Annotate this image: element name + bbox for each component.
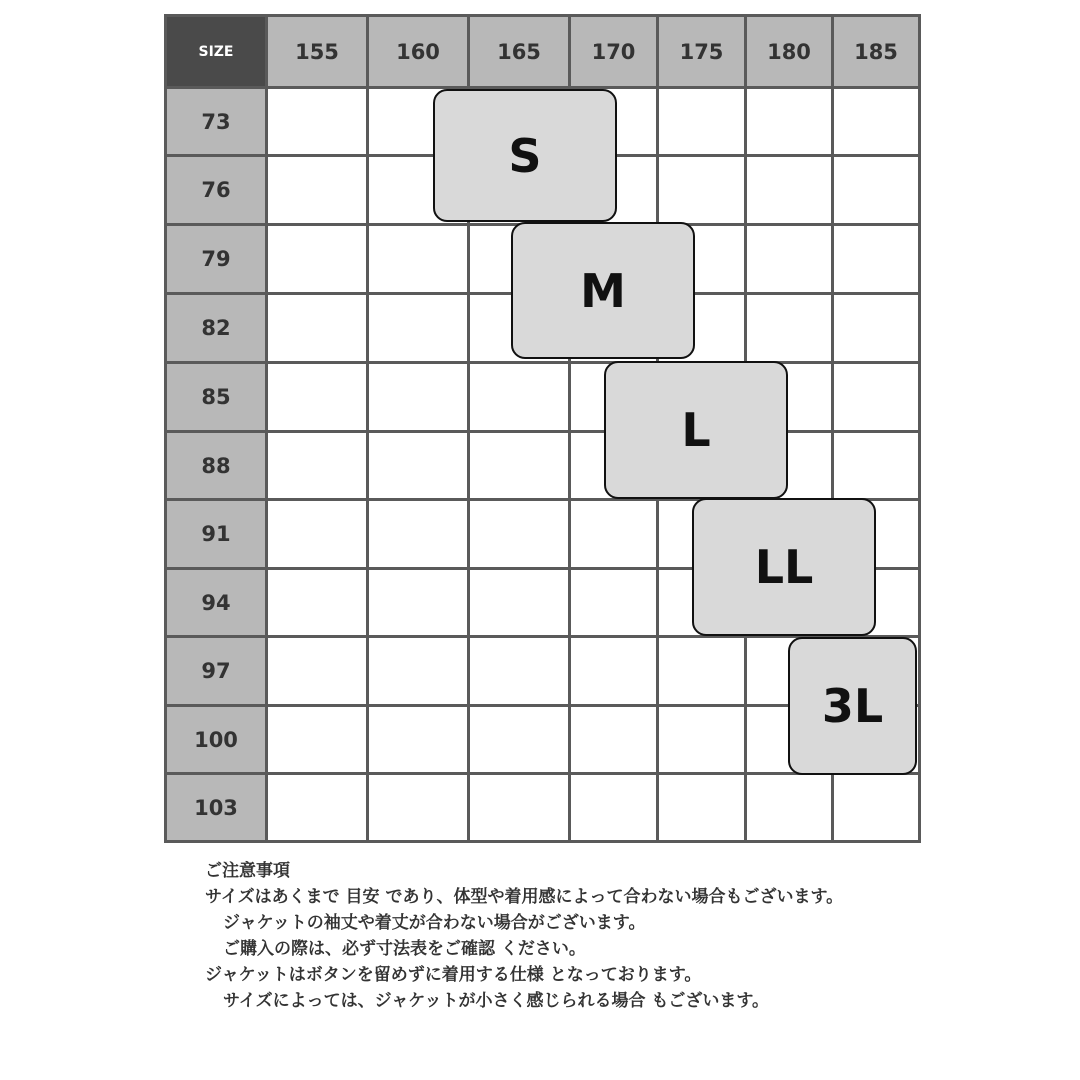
chest-label-91: 91: [166, 500, 267, 569]
chest-label-76: 76: [166, 156, 267, 225]
notes-line: サイズはあくまで 目安 であり、体型や着用感によって合わない場合もございます。: [205, 887, 844, 907]
height-header-170: 170: [570, 16, 658, 88]
chest-label-97: 97: [166, 637, 267, 706]
height-header-175: 175: [658, 16, 746, 88]
table-row: [166, 432, 920, 500]
size-badge-ll: LL: [692, 498, 876, 636]
height-header-160: 160: [368, 16, 469, 88]
size-badge-3l: 3L: [788, 637, 917, 775]
size-badge-s: S: [433, 89, 617, 222]
chest-label-100: 100: [166, 706, 267, 774]
chest-label-94: 94: [166, 569, 267, 637]
size-corner-label: SIZE: [166, 16, 267, 88]
size-badge-l: L: [604, 361, 788, 499]
height-header-155: 155: [267, 16, 368, 88]
table-row: [166, 774, 920, 842]
size-badge-m: M: [511, 222, 695, 359]
notes-line: ジャケットの袖丈や着丈が合わない場合がございます。: [223, 913, 646, 933]
height-header-180: 180: [746, 16, 833, 88]
chest-label-79: 79: [166, 225, 267, 294]
notes-title: ご注意事項: [205, 861, 290, 881]
height-header-165: 165: [469, 16, 570, 88]
notes-line: サイズによっては、ジャケットが小さく感じられる場合 もございます。: [223, 991, 770, 1011]
notes-section: [205, 858, 1045, 1014]
chest-label-103: 103: [166, 774, 267, 842]
chest-label-82: 82: [166, 294, 267, 363]
table-row: [166, 363, 920, 432]
header-row: [166, 16, 920, 88]
chest-label-88: 88: [166, 432, 267, 500]
notes-line: ジャケットはボタンを留めずに着用する仕様 となっております。: [205, 965, 702, 985]
notes-line: ご購入の際は、必ず寸法表をご確認 ください。: [223, 939, 586, 959]
height-header-185: 185: [833, 16, 920, 88]
chest-label-85: 85: [166, 363, 267, 432]
chest-label-73: 73: [166, 88, 267, 156]
